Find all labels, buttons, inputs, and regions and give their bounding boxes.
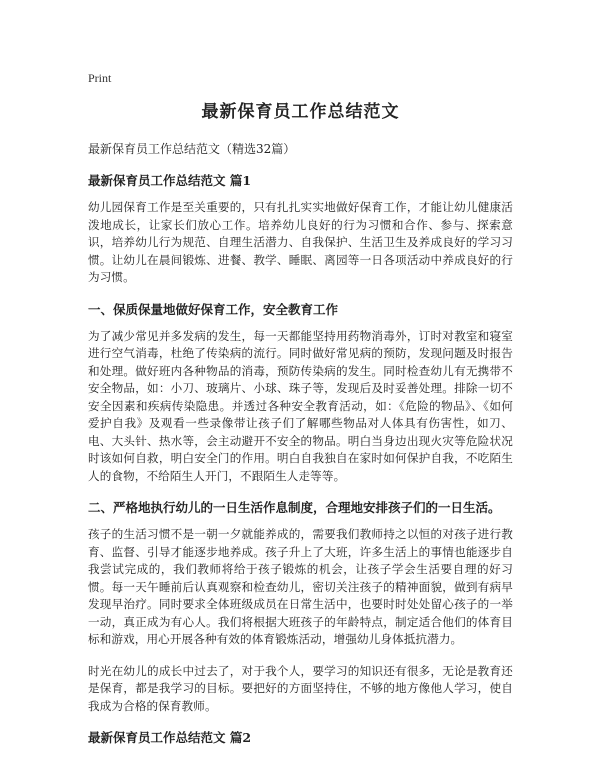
section-1-heading: 最新保育员工作总结范文 篇1 xyxy=(88,173,252,188)
closing-paragraph: 时光在幼儿的成长中过去了，对于我个人，要学习的知识还有很多，无论是教育还是保育，都是我学习的目标。要把好的方面坚持住，不够的地方像他人学习，使自我成为合格的保育教师。 xyxy=(88,663,513,713)
safety-paragraph: 为了减少常见并多发病的发生，每一天都能坚持用药物消毒外，订时对教室和寝室进行空气消毒，杜绝了传染病的流行。同时做好常见病的预防，发现问题及时报告和处理。做好班内各种物品的消毒，预防传染病的发生。同时检查幼儿有无携带不安全物品，如：小刀、玻璃片、小球、珠子等，发现后及时妥善处理。排除一切不安全因素和疾病传染隐患。并透过各种安全教育活动，如：《危险的物品》、《如何爱护自我》及观看一些录像带让孩子们了解哪些物品对人体具有伤害性，如刀、电、大头针、热水等，会主动避开不安全的物品。明白当身边出现火灾等危险状况时该如何自救，明白安全门的作用。明白自我独自在家时如何保护自我，不吃陌生人的食物，不给陌生人开门，不跟陌生人走等等。 xyxy=(88,328,513,483)
subheading-safety: 一、保质保量地做好保育工作，安全教育工作 xyxy=(88,301,339,317)
subheading-daily-schedule: 二、严格地执行幼儿的一日生活作息制度，合理地安排孩子们的一日生活。 xyxy=(88,500,501,515)
section-2-heading: 最新保育员工作总结范文 篇2 xyxy=(88,730,252,745)
print-label: Print xyxy=(88,71,112,85)
intro-paragraph: 幼儿园保育工作是至关重要的，只有扎扎实实地做好保育工作，才能让幼儿健康活泼地成长，让家长们放心工作。培养幼儿良好的行为习惯和合作、参与、探索意识，培养幼儿行为规范、自理生活潜力、自我保护、生活卫生及养成良好的学习习惯。让幼儿在晨间锻炼、进餐、教学、睡眠、离园等一日各项活动中养成良好的行为习惯。 xyxy=(88,200,513,284)
daily-schedule-paragraph: 孩子的生活习惯不是一朝一夕就能养成的，需要我们教师持之以恒的对孩子进行教育、监督、引导才能逐步地养成。孩子升上了大班，许多生活上的事情也能逐步自我尝试完成的，我们教师将给于孩子锻炼的机会，让孩子学会生活要自理的好习惯。每一天午睡前后认真观察和检查幼儿，密切关注孩子的精神面貌，做到有病早发现早治疗。同时要求全体班级成员在日常生活中，也要时时处处留心孩子的一举一动，真正成为有心人。我们将根据大班孩子的年龄特点，制定适合他们的体育目标和游戏，用心开展各种有效的体育锻炼活动，增强幼儿身体抵抗潜力。 xyxy=(88,527,513,646)
document-title: 最新保育员工作总结范文 xyxy=(201,102,400,122)
document-subtitle: 最新保育员工作总结范文（精选32篇） xyxy=(88,142,296,156)
